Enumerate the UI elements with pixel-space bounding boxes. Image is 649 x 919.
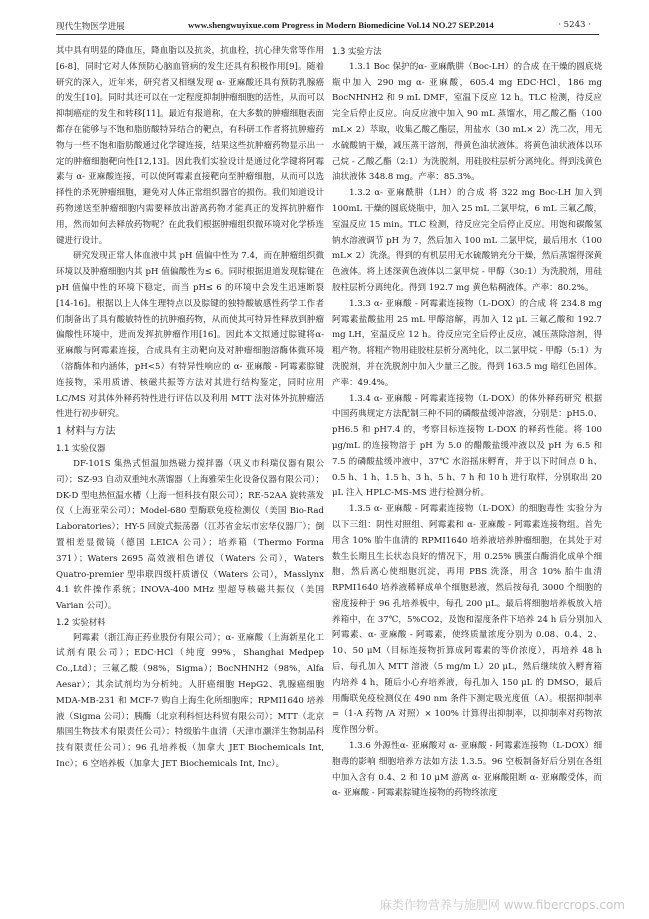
intro-paragraph-2: 研究发现正常人体血液中其 pH 值偏中性为 7.4，而在肿瘤组织微环境以及肿瘤细胞内其 pH 值偏酸性为≤ 6。同时根据退道发现腙键在 pH 值偏中性的环境下稳定，而当 pH≤ 6 的环境中会发生迅速断裂[14-16]。根据以上人体生理特点以及腙键的独特酸敏感性药学工作者们制备出了具有酸敏特性的抗肿瘤药物，从而使其可特异性释放到肿瘤偏酸性环境中，进而发挥抗肿瘤作用[16]。因此本文拟通过腙键将α- 亚麻酸与阿霉素连接，合成具有主动靶向及对肿瘤细胞溶酶体微环境（溶酶体和内涵体，pH<5）有特异性响应的 α- 亚麻酸 - 阿霉素腙键连接物，采用质谱、核磁共振等方法对其进行结构鉴定，同时应用 LC/MS 对其体外释药特性进行评估以及利用 MTT 法对体外抗肿瘤活性进行初步研究。 <box>56 251 324 420</box>
subsection-heading-materials: 1.2 实验材料 <box>56 616 106 627</box>
method-1-3-2-paragraph: 1.3.2 α- 亚麻酰肼（LH）的合成 将 322 mg Boc-LH 加入到 100mL 干燥的圆底烧瓶中，加入 25 mL 二氯甲烷，6 mL 三氟乙酸，室温反应 15 min。TLC 检测，待反应完全后停止反应。用饱和碳酸氢钠水溶液调节 pH 为 7，然后加入 100 mL 二氯甲烷，最后用水（100 mL× 2）洗涤。得到的有机层用无水硫酸钠充分干燥，然后蒸馏得深黄色液体。将上述深黄色液体以二氯甲烷 - 甲醇（30:1）为洗脱剂，用硅胶柱层析分离纯化。得到 192.7 mg 黄色粘稠液体。产率：80.2%。 <box>332 188 602 293</box>
left-column <box>56 44 324 773</box>
instruments-paragraph: DF-101S 集热式恒温加热磁力搅拌器（巩义市科瑞仪器有限公司）；SZ-93 自动双重纯水蒸馏器（上海雅荣生化设备仪器有限公司）；DK-D 型电热恒温水槽（上海一恒科技有限公司）；RE-52AA 旋转蒸发仪（上海亚荣公司）；Model-680 型酶联免疫检测仪（美国 Bio-Rad Laboratories）；HY-5 回旋式振荡器（江苏省金坛市宏华仪器厂）；倒置相差显微镜（德国 LEICA 公司）；培养箱（Thermo Forma 371）；Waters 2695 高效液相色谱仪（Waters 公司），Waters Quatro-premier 型串联四级杆质谱仪（Waters 公司），Masslynx 4.1 软件操作系统；INOVA-400 MHz 型超导核磁共振仪（美国 Varian 公司）。 <box>56 458 324 612</box>
right-column <box>332 44 602 802</box>
journal-title-cn: 现代生物医学进展 <box>56 22 125 32</box>
materials-paragraph: 阿霉素（浙江海正药业股份有限公司）；α- 亚麻酸（上海新星化工试剂有限公司）；EDC·HCl（纯度 99%，Shanghai Medpep Co.,Ltd）；三氟乙酸（98%，Sigma）；BocNHNH2（98%，Alfa Aesar）；其余试剂均为分析纯。人肝癌细胞 HepG2、乳腺癌细胞 MDA-MB-231 和 MCF-7 购自上海生化所细胞库；RPMI1640 培养液（Sigma 公司）；胰酶（北京利科恒达科贸有限公司）；MTT（北京鼎国生物技术有限责任公司）；特级胎牛血清（天津市灏洋生物制品科技有限责任公司）；96 孔培养板（加拿大 JET Biochemicals Int, Inc）；6 空培养板（加拿大 JET Biochemicals Int, Inc）。 <box>56 632 324 770</box>
page-header <box>0 0 649 38</box>
method-1-3-1-paragraph: 1.3.1 Boc 保护的α- 亚麻酰肼（Boc-LH）的合成 在干燥的圆底烧瓶中加入 290 mg α- 亚麻酸，605.4 mg EDC·HCl，186 mg BocNHNH2 和 9 mL DMF，室温下反应 12 h。TLC 检测，待反应完全后停止反应。向反应液中加入 90 mL 蒸馏水，用乙酸乙酯（100 mL× 2）萃取，收集乙酸乙酯层，用盐水（30 mL× 2）洗二次，用无水硫酸钠干燥，减压蒸干溶剂，得黄色油状液体。将黄色油状液体以环己烷 - 乙酸乙酯（2:1）为洗脱剂，用硅胶柱层析分离纯化。得到浅黄色油状液体 348.8 mg。产率：85.3%。 <box>332 61 602 183</box>
journal-info-en: www.shengwuyixue.com Progress in Modern Biomedicine Vol.14 NO.27 SEP.2014 <box>188 20 494 30</box>
method-1-3-4-paragraph: 1.3.4 α- 亚麻酸 - 阿霉素连接物（L-DOX）的体外释药研究 根据中国药典规定方法配制三种不同的磷酸盐缓冲溶液，分别是：pH5.0、pH6.5 和 pH7.4 的，考察目标连接物 L-DOX 的释药性能。将 100 μg/mL 的连接物溶于 pH 为 5.0 的醋酸盐缓冲液以及 pH 为 6.5 和 7.5 的磷酸盐缓冲液中，37℃ 水浴摇床孵育，并于以下时间点 0 h、0.5 h、1 h、1.5 h、3 h、5 h、7 h 和 10 h 进行取样，分别取出 20 μL 注入 HPLC-MS-MS 进行检测分析。 <box>332 393 602 499</box>
watermark: 麻类作物营养与施肥网 www.fibercrops.com <box>379 898 625 912</box>
intro-paragraph-1: 其中具有明显的降血压，降血脂以及抗炎，抗血栓，抗心律失常等作用[6-8]，同时它对人体预防心脑血管病的发生还具有积极作用[9]。随着研究的深入，近年来，研究者又相继发现 α- 亚麻酸还具有预防乳腺癌的发生[10]。同时其还可以在一定程度抑制肿瘤细胞的活性，从而可以抑制癌症的发生和转移[11]。最近有报道称，在大多数的肿瘤细胞表面都存在能够与不饱和脂肪酸特异结合的靶点，有科研工作者将抗肿瘤药物与一些不饱和脂肪酸通过化学键连接，结果这些抗肿瘤药物显示出一定的肿瘤细胞靶向性[12,13]。因此我们实验设计是通过化学键将阿霉素与 α- 亚麻酸连接，可以使阿霉素直接靶向至肿瘤细胞，从而可以选择性的杀死肿瘤细胞，避免对人体正常组织器官的损伤。我们知道设计药物递送至肿瘤细胞内需要释放出游离药物才能真正的发挥抗肿瘤作用，然而如何去释放药物呢？在此我们根据肿瘤组织微环境对化学桥连键进行设计。 <box>56 46 324 246</box>
section-heading-materials-methods: 1 材料与方法 <box>56 426 116 438</box>
subsection-heading-instruments: 1.1 实验仪器 <box>56 443 106 454</box>
method-1-3-6-paragraph: 1.3.6 外源性α- 亚麻酸对 α- 亚麻酸 - 阿霉素连接物（L-DOX）细胞毒的影响 细胞培养方法如方法 1.3.5。96 空板制备好后分别在各组中加入含有 0.4、2 和 10 μM 游离 α- 亚麻酸阻断 α- 亚麻酸受体，而 α- 亚麻酸 - 阿霉素腙键连接物的药物终浓度 <box>332 741 602 799</box>
method-1-3-5-paragraph: 1.3.5 α- 亚麻酸 - 阿霉素连接物（L-DOX）的细胞毒性 实验分为以下三组：阴性对照组、阿霉素和 α- 亚麻酸 - 阿霉素连接物组。首先用含 10% 胎牛血清的 RPMI1640 培养液培养肿瘤细胞，在其处于对数生长期且生长状态良好的情况下，用 0.25% 胰蛋白酶消化成单个细胞，然后离心使细胞沉淀，再用 PBS 洗涤，用含 10% 胎牛血清 RPMI1640 培养液稀释成单个细胞悬液，然后按每孔 3000 个细胞的密度接种于 96 孔培养板中，每孔 200 μL。最后将细胞培养板放入培养箱中，在 37℃，5%CO2，及饱和湿度条件下培养 24 h 后分别加入阿霉素、α- 亚麻酸 - 阿霉素，使终质量浓度分别为 0.08、0.4、2、10、50 μM（目标连接物折算成阿霉素的等价浓度），再培养 48 h 后，每孔加入 MTT 溶液（5 mg/m L）20 μL，然后继续放入孵育箱内培养 4 h，随后小心弃培养液，每孔加入 150 μL 的 DMSO，最后用酶联免疫检测仪在 490 nm 条件下测定吸光度值（A）。根据抑制率 =（1-A 药物 /A 对照）× 100% 计算得出抑制率，以抑制率对药物浓度作图分析。 <box>332 504 602 736</box>
page-number: · 5243 · <box>558 20 591 30</box>
method-1-3-3-paragraph: 1.3.3 α- 亚麻酸 - 阿霉素连接物（L-DOX）的合成 将 234.8 mg 阿霉素盐酸盐用 25 mL 甲醇溶解，再加入 12 μL 三氟乙酸和 192.7 mg LH，室温反应 12 h。待反应完全后停止反应，减压蒸除溶剂，得粗产物。将粗产物用硅胶柱层析分离纯化，以二氯甲烷 - 甲醇（5:1）为洗脱剂，并在洗脱剂中加入少量三乙胺。得到 163.5 mg 暗红色固体。产率：49.4%。 <box>332 298 602 388</box>
subsection-heading-methods: 1.3 实验方法 <box>332 46 382 56</box>
header-rule <box>56 34 599 35</box>
